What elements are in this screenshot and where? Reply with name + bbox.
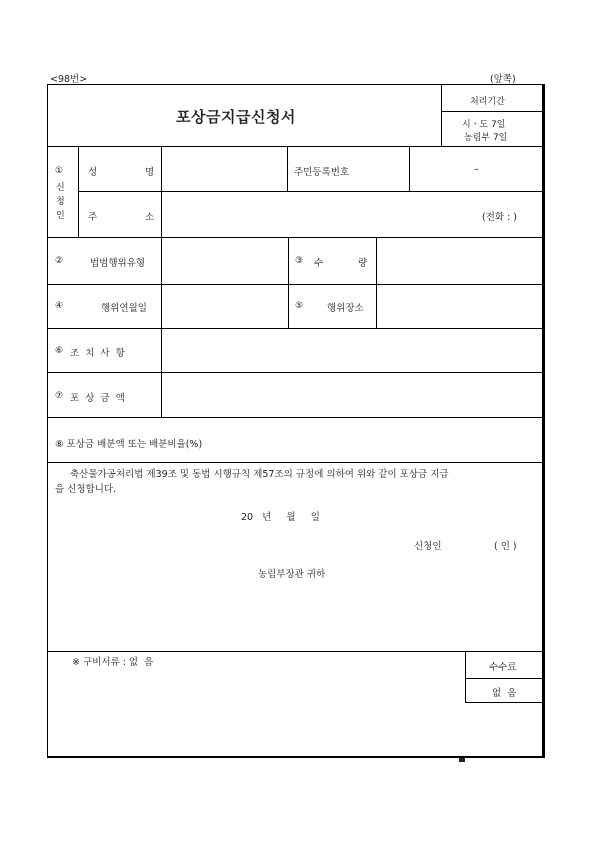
processing-period-label: 처리기간: [470, 97, 505, 107]
section-char: 청: [56, 197, 65, 207]
divider: [376, 237, 377, 328]
name-label-part: 명: [145, 167, 155, 178]
section-char: 신: [56, 183, 65, 193]
statement-line: 을 신청합니다.: [55, 484, 117, 495]
violation-date-label: 행위연월일: [101, 303, 147, 314]
seal-mark: ( 인 ): [494, 541, 517, 552]
quantity-label-part: 량: [358, 258, 368, 269]
reward-amount-label: 포 상 금 액: [70, 393, 125, 404]
divider: [48, 372, 544, 373]
addressee: 농림부장관 귀하: [258, 569, 326, 580]
page-mark: [459, 758, 465, 762]
divider: [48, 417, 544, 418]
fee-value: 없 음: [492, 688, 517, 699]
page-title: 포상금지급신청서: [176, 108, 296, 126]
required-documents-note: ※ 구비서류 : 없 음: [72, 657, 154, 668]
divider: [441, 111, 544, 112]
field-number: ②: [55, 256, 64, 266]
divider: [48, 284, 544, 285]
fee-label: 수수료: [489, 662, 517, 673]
violation-type-label: 법범행위유형: [90, 258, 146, 269]
action-taken-label: 조 치 사 항: [70, 348, 125, 359]
applicant-signature-label: 신청인: [414, 541, 442, 552]
form-number: <98번>: [50, 74, 88, 85]
processing-period-province: 시ㆍ도 7일: [462, 120, 506, 130]
divider: [48, 462, 544, 463]
divider: [465, 651, 466, 702]
divider: [78, 146, 79, 237]
divider: [48, 237, 544, 238]
divider: [48, 328, 544, 329]
name-label-part: 성: [88, 167, 98, 178]
statement-line: 축산물가공처리법 제39조 및 동법 시행규칙 제57조의 규정에 의하여 위와 같이 포상금 지급: [70, 469, 449, 480]
divider: [48, 651, 544, 652]
divider: [409, 146, 410, 191]
divider: [287, 146, 288, 191]
processing-period-ministry: 농림부 7일: [464, 133, 508, 143]
rrn-field[interactable]: –: [474, 164, 479, 175]
divider: [465, 678, 544, 679]
divider: [78, 191, 544, 192]
divider: [288, 237, 289, 328]
field-number: ⑦: [55, 391, 64, 401]
address-label-part: 주: [88, 212, 98, 223]
section-char: 인: [56, 211, 65, 221]
field-number: ⑥: [55, 346, 64, 356]
section-number: ①: [55, 166, 64, 176]
date-line: 20 년 월 일: [241, 512, 320, 523]
field-number: ⑤: [295, 301, 304, 311]
page-side-label: (앞쪽): [490, 74, 516, 85]
address-label-part: 소: [145, 212, 155, 223]
divider: [161, 146, 162, 417]
field-number: ③: [295, 256, 304, 266]
distribution-label: ⑧ 포상금 배분액 또는 배분비율(%): [55, 439, 203, 450]
divider: [48, 146, 544, 147]
divider: [441, 85, 442, 146]
rrn-label: 주민등록번호: [294, 167, 350, 178]
field-number: ④: [55, 301, 64, 311]
quantity-label-part: 수: [314, 258, 324, 269]
phone-field[interactable]: (전화 : ): [482, 212, 518, 223]
divider: [465, 702, 544, 703]
violation-place-label: 행위장소: [327, 303, 364, 314]
